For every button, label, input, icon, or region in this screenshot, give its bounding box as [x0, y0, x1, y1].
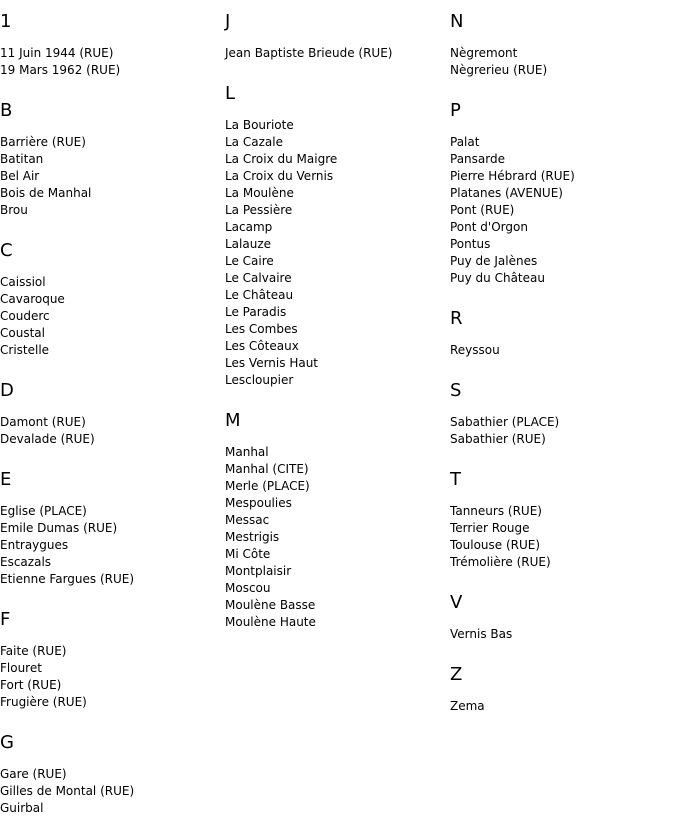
street-name: Zema — [450, 699, 485, 713]
street-name: La Croix du Vernis — [225, 169, 334, 183]
street-name: Puy de Jalènes — [450, 254, 538, 268]
street-name: Toulouse (RUE) — [450, 538, 541, 552]
section-letter-heading: J — [225, 11, 231, 32]
section-letter-heading: D — [0, 380, 14, 401]
street-name: Palat — [450, 135, 480, 149]
street-name: Guirbal — [0, 801, 44, 815]
street-name: La Croix du Maigre — [225, 152, 338, 166]
street-name: Eglise (PLACE) — [0, 504, 87, 518]
letter-section — [450, 470, 675, 571]
street-name: Etienne Fargues (RUE) — [0, 572, 135, 586]
street-name: Sabathier (RUE) — [450, 432, 546, 446]
street-name: Lacamp — [225, 220, 273, 234]
street-name: Barrière (RUE) — [0, 135, 86, 149]
section-letter-heading: S — [450, 380, 462, 401]
street-name: Brou — [0, 203, 28, 217]
street-name: La Bouriote — [225, 118, 294, 132]
section-letter-heading: P — [450, 100, 461, 121]
letter-section — [450, 665, 675, 715]
street-name: Montplaisir — [225, 564, 292, 578]
street-name: Coustal — [0, 326, 45, 340]
street-name: Pontus — [450, 237, 491, 251]
street-name: Reyssou — [450, 343, 500, 357]
street-name: Jean Baptiste Brieude (RUE) — [225, 46, 393, 60]
street-name: Fort (RUE) — [0, 678, 62, 692]
street-name: Messac — [225, 513, 270, 527]
section-letter-heading: G — [0, 732, 14, 753]
letter-section — [450, 12, 675, 79]
street-name: Damont (RUE) — [0, 415, 86, 429]
section-letter-heading: F — [0, 609, 11, 630]
street-index-column-1 — [0, 12, 220, 839]
street-name: Lescloupier — [225, 373, 294, 387]
section-letter-heading: R — [450, 308, 463, 329]
street-name: Devalade (RUE) — [0, 432, 95, 446]
street-name: Escazals — [0, 555, 52, 569]
street-list — [0, 274, 220, 359]
street-name: Mespoulies — [225, 496, 292, 510]
street-list — [0, 414, 220, 448]
street-name: Entraygues — [0, 538, 69, 552]
street-list — [450, 626, 675, 643]
street-name: Manhal — [225, 445, 269, 459]
street-name: Vernis Bas — [450, 627, 513, 641]
street-name: Moulène Haute — [225, 615, 316, 629]
street-name: Faite (RUE) — [0, 644, 67, 658]
street-name: Nègrerieu (RUE) — [450, 63, 548, 77]
street-list — [450, 503, 675, 571]
street-name: Pierre Hébrard (RUE) — [450, 169, 575, 183]
street-list — [0, 45, 220, 79]
letter-section — [450, 309, 675, 359]
street-name: Le Calvaire — [225, 271, 292, 285]
street-name: Les Côteaux — [225, 339, 299, 353]
street-name: Puy du Château — [450, 271, 545, 285]
street-name: Gare (RUE) — [0, 767, 67, 781]
street-name: Terrier Rouge — [450, 521, 530, 535]
street-name: Lalauze — [225, 237, 272, 251]
section-letter-heading: M — [225, 410, 241, 431]
street-name: Bois de Manhal — [0, 186, 92, 200]
letter-section — [450, 593, 675, 643]
street-name: La Moulène — [225, 186, 294, 200]
street-list — [450, 45, 675, 79]
street-name: Couderc — [0, 309, 50, 323]
section-letter-heading: Z — [450, 664, 463, 685]
street-name: Le Caire — [225, 254, 274, 268]
street-name: Moscou — [225, 581, 271, 595]
street-name: Frugière (RUE) — [0, 695, 87, 709]
street-name: Tanneurs (RUE) — [450, 504, 542, 518]
street-list — [225, 45, 445, 62]
street-name: 11 Juin 1944 (RUE) — [0, 46, 114, 60]
street-list — [0, 766, 220, 817]
street-list — [450, 414, 675, 448]
letter-section — [450, 381, 675, 448]
street-list — [225, 117, 445, 389]
section-letter-heading: E — [0, 469, 12, 490]
street-name: Le Paradis — [225, 305, 287, 319]
street-name: Mestrigis — [225, 530, 280, 544]
street-index-column-3 — [450, 12, 675, 737]
street-name: Cavaroque — [0, 292, 65, 306]
street-name: 19 Mars 1962 (RUE) — [0, 63, 121, 77]
section-letter-heading: 1 — [0, 11, 12, 32]
street-list — [225, 444, 445, 631]
street-name: Nègremont — [450, 46, 518, 60]
section-letter-heading: T — [450, 469, 461, 490]
street-name: Bel Air — [0, 169, 40, 183]
section-letter-heading: B — [0, 100, 13, 121]
street-name: Moulène Basse — [225, 598, 316, 612]
letter-section — [0, 733, 220, 817]
section-letter-heading: C — [0, 240, 13, 261]
letter-section — [225, 12, 445, 62]
street-name: Sabathier (PLACE) — [450, 415, 560, 429]
letter-section — [0, 470, 220, 588]
street-index-column-2 — [225, 12, 445, 653]
letter-section — [225, 411, 445, 631]
street-list — [0, 134, 220, 219]
street-name: Emile Dumas (RUE) — [0, 521, 118, 535]
street-list — [450, 342, 675, 359]
letter-section — [0, 381, 220, 448]
section-letter-heading: L — [225, 83, 236, 104]
street-name: Flouret — [0, 661, 42, 675]
street-list — [0, 643, 220, 711]
street-name: La Cazale — [225, 135, 283, 149]
street-name: Les Combes — [225, 322, 298, 336]
street-name: Merle (PLACE) — [225, 479, 310, 493]
letter-section — [0, 241, 220, 359]
street-name: Gilles de Montal (RUE) — [0, 784, 135, 798]
street-list — [0, 503, 220, 588]
street-name: Trémolière (RUE) — [450, 555, 551, 569]
letter-section — [450, 101, 675, 287]
street-name: Pansarde — [450, 152, 505, 166]
street-name: Caissiol — [0, 275, 46, 289]
street-name: Les Vernis Haut — [225, 356, 318, 370]
letter-section — [0, 610, 220, 711]
letter-section — [0, 12, 220, 79]
street-name: Pont d'Orgon — [450, 220, 528, 234]
street-list — [450, 134, 675, 287]
street-name: La Pessière — [225, 203, 293, 217]
street-name: Mi Côte — [225, 547, 271, 561]
street-name: Manhal (CITE) — [225, 462, 309, 476]
street-name: Le Château — [225, 288, 294, 302]
letter-section — [0, 101, 220, 219]
street-name: Pont (RUE) — [450, 203, 515, 217]
section-letter-heading: N — [450, 11, 464, 32]
street-name: Platanes (AVENUE) — [450, 186, 563, 200]
letter-section — [225, 84, 445, 389]
section-letter-heading: V — [450, 592, 463, 613]
street-name: Batitan — [0, 152, 44, 166]
street-name: Cristelle — [0, 343, 50, 357]
street-list — [450, 698, 675, 715]
